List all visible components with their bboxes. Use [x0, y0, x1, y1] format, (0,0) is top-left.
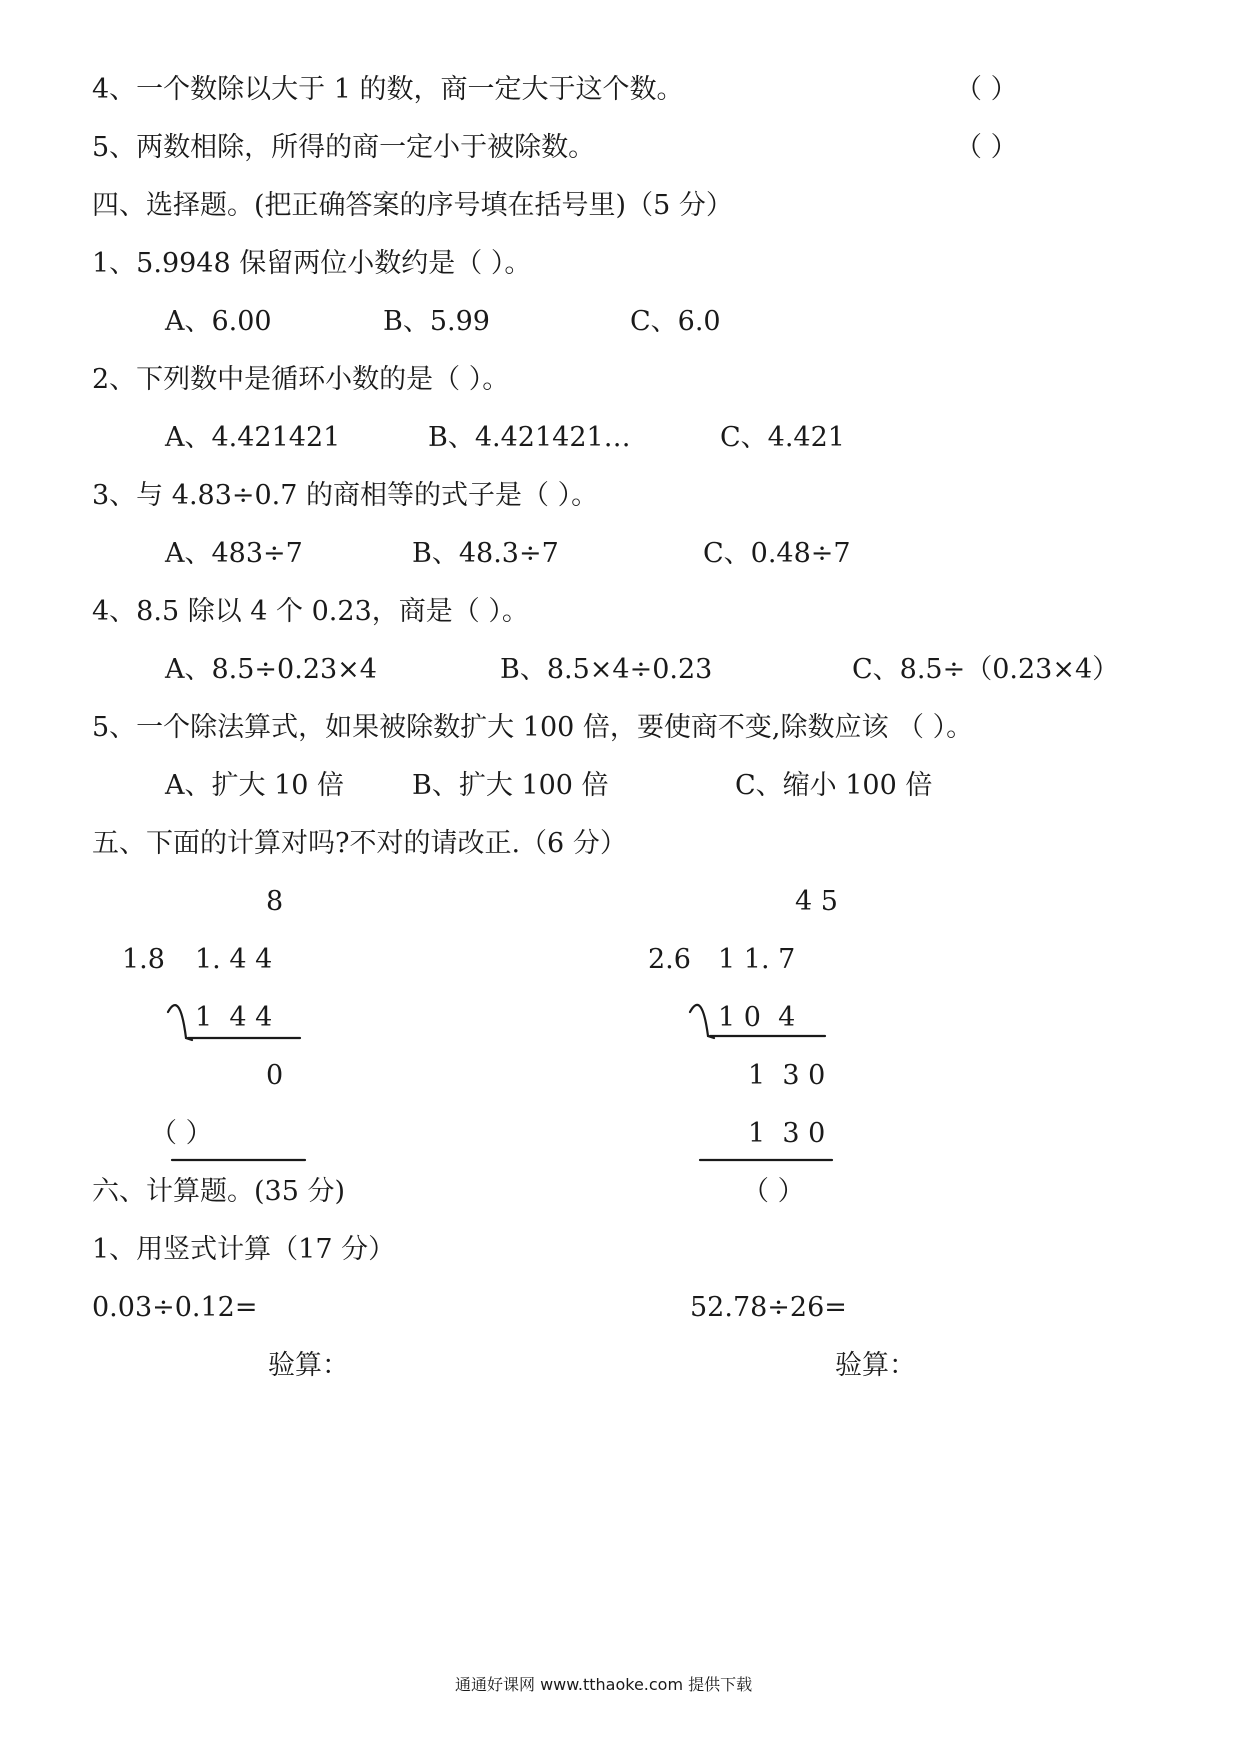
calc-problem-2-verify: 验算： — [835, 1350, 916, 1381]
left-division-quotient: 8 — [266, 886, 284, 917]
calc-problem-2: 52.78÷26= — [690, 1292, 847, 1323]
choice-question-1: 1、5.9948 保留两位小数约是（ ）。 — [92, 248, 532, 279]
calc-sub-heading: 1、用竖式计算（17 分） — [92, 1234, 396, 1265]
answer-bracket-left-division[interactable]: （ ） — [150, 1118, 213, 1149]
choice-question-4: 4、8.5 除以 4 个 0.23，商是（ ）。 — [92, 596, 529, 627]
choice-3-option-c[interactable]: C、0.48÷7 — [703, 538, 851, 569]
right-division-quotient: 4 5 — [795, 886, 838, 917]
choice-3-option-b[interactable]: B、48.3÷7 — [412, 538, 559, 569]
answer-bracket-judgement-5[interactable]: （ ） — [955, 132, 1018, 163]
right-division-product: 1 0 4 — [718, 1002, 796, 1033]
choice-4-option-a[interactable]: A、8.5÷0.23×4 — [165, 654, 377, 685]
left-division-product: 1 4 4 — [195, 1002, 273, 1033]
right-division-curve — [690, 1005, 714, 1038]
left-division-divisor: 1.8 — [122, 944, 165, 975]
choice-2-option-c[interactable]: C、4.421 — [720, 422, 845, 453]
choice-5-option-a[interactable]: A、扩大 10 倍 — [165, 770, 345, 801]
judgement-item-4: 4、一个数除以大于 1 的数，商一定大于这个数。 — [92, 74, 684, 105]
left-division-remainder: 0 — [266, 1060, 284, 1091]
page-footer: 通通好课网 www.tthaoke.com 提供下载 — [455, 1675, 753, 1694]
choice-question-3: 3、与 4.83÷0.7 的商相等的式子是（ ）。 — [92, 480, 599, 511]
right-division-divisor: 2.6 — [648, 944, 691, 975]
choice-5-option-c[interactable]: C、缩小 100 倍 — [735, 770, 933, 801]
choice-4-option-c[interactable]: C、8.5÷（0.23×4） — [852, 654, 1120, 685]
choice-3-option-a[interactable]: A、483÷7 — [165, 538, 303, 569]
left-division-dividend: 1. 4 4 — [195, 944, 273, 975]
section-heading-choice: 四、选择题。(把正确答案的序号填在括号里)（5 分） — [92, 190, 733, 221]
calc-problem-1: 0.03÷0.12= — [92, 1292, 258, 1323]
answer-bracket-right-division[interactable]: （ ） — [742, 1176, 805, 1207]
choice-question-5: 5、一个除法算式，如果被除数扩大 100 倍，要使商不变,除数应该 （ ）。 — [92, 712, 974, 743]
choice-5-option-b[interactable]: B、扩大 100 倍 — [412, 770, 609, 801]
right-division-step-2: 1 3 0 — [748, 1118, 826, 1149]
judgement-item-5: 5、两数相除，所得的商一定小于被除数。 — [92, 132, 596, 163]
choice-4-option-b[interactable]: B、8.5×4÷0.23 — [500, 654, 713, 685]
choice-2-option-b[interactable]: B、4.421421… — [428, 422, 631, 453]
choice-2-option-a[interactable]: A、4.421421 — [165, 422, 341, 453]
left-division-curve — [168, 1005, 192, 1040]
section-heading-check: 五、下面的计算对吗?不对的请改正.（6 分） — [92, 828, 627, 859]
calc-problem-1-verify: 验算： — [268, 1350, 349, 1381]
section-heading-calc: 六、计算题。(35 分) — [92, 1176, 346, 1207]
choice-1-option-b[interactable]: B、5.99 — [383, 306, 490, 337]
choice-1-option-a[interactable]: A、6.00 — [165, 306, 272, 337]
answer-bracket-judgement-4[interactable]: （ ） — [955, 74, 1018, 105]
right-division-dividend: 1 1. 7 — [718, 944, 796, 975]
choice-question-2: 2、下列数中是循环小数的是（ ）。 — [92, 364, 510, 395]
right-division-step-1: 1 3 0 — [748, 1060, 826, 1091]
choice-1-option-c[interactable]: C、6.0 — [630, 306, 721, 337]
